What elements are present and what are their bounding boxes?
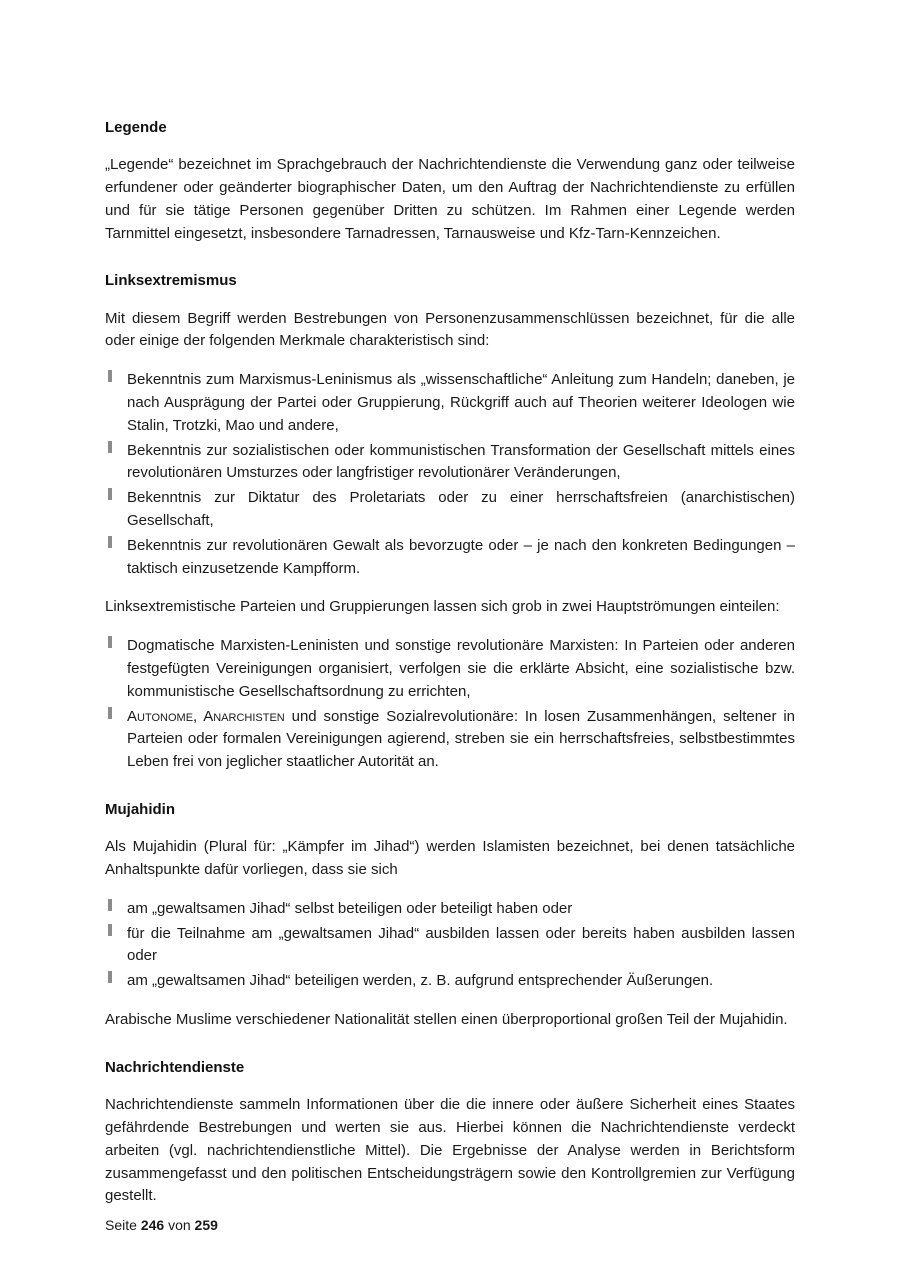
bullet-list-linksextremismus-merkmale — [105, 369, 795, 580]
list-item-text: Bekenntnis zur sozialistischen oder kommunistischen Transformation der Gesellschaft mittels eines revolutionären Umsturzes oder langfristiger revolutionärer Veränderungen, — [127, 441, 795, 482]
list-item-text: Bekenntnis zur Diktatur des Proletariats oder zu einer herrschaftsfreien (anarchistischen) Gesellschaft, — [127, 489, 795, 530]
footer-label-page: Seite — [105, 1217, 137, 1233]
section-heading-legende: Legende — [105, 119, 167, 136]
paragraph-mujahidin-intro: Als Mujahidin (Plural für: „Kämpfer im Jihad“) werden Islamisten bezeichnet, bei denen tatsächliche Anhaltspunkte dafür vorliegen, dass sie sich — [105, 838, 795, 879]
list-item-text: am „gewaltsamen Jihad“ beteiligen werden, z. B. aufgrund entsprechender Äußerungen. — [127, 972, 714, 990]
list-item-text: Bekenntnis zum Marxismus-Leninismus als „wissenschaftliche“ Anleitung zum Handeln; daneben, je nach Ausprägung der Partei oder Gruppierung, Rückgriff auch auf Theorien weiterer Ideologen wie Stalin, Trotzki, Mao und andere, — [127, 371, 795, 434]
list-item — [105, 898, 795, 921]
bullet-marker-icon — [108, 488, 112, 500]
list-item-text: Dogmatische Marxisten-Leninisten und sonstige revolutionäre Marxisten: In Parteien oder anderen festgefügten Vereinigungen organisiert, verfolgen sie die erklärte Absicht, eine sozialistische bzw. kommunistische Gesellschaftsordnung zu errichten, — [127, 637, 795, 700]
bullet-marker-icon — [108, 636, 112, 648]
list-item-text: am „gewaltsamen Jihad“ selbst beteiligen oder beteiligt haben oder — [127, 899, 573, 917]
footer-label-of: von — [168, 1217, 191, 1233]
bullet-marker-icon — [108, 441, 112, 453]
page-footer — [105, 1217, 218, 1233]
bullet-marker-icon — [108, 707, 112, 719]
bullet-marker-icon — [108, 370, 112, 382]
list-item — [105, 487, 795, 533]
list-item-smallcaps-prefix: Autonome, Anarchisten — [127, 707, 285, 725]
list-item — [105, 706, 795, 774]
bullet-marker-icon — [108, 971, 112, 983]
paragraph-legende: „Legende“ bezeichnet im Sprachgebrauch der Nachrichtendienste die Verwendung ganz oder teilweise erfundener oder geänderter biographischer Daten, um den Auftrag der Nachrichtendienste zu erfüllen und für sie tätige Personen gegenüber Dritten zu schützen. Im Rahmen einer Legende werden Tarnmittel eingesetzt, insbesondere Tarnadressen, Tarnausweise und Kfz-Tarn-Kennzeichen. — [105, 156, 795, 242]
section-heading-nachrichtendienste: Nachrichtendienste — [105, 1058, 245, 1076]
list-item-text: für die Teilnahme am „gewaltsamen Jihad“ ausbilden lassen oder bereits haben ausbilden lassen oder — [127, 924, 795, 965]
section-heading-mujahidin: Mujahidin — [105, 801, 175, 819]
paragraph-mujahidin-closing: Arabische Muslime verschiedener Nationalität stellen einen überproportional großen Teil der Mujahidin. — [105, 1011, 788, 1029]
list-item — [105, 970, 795, 993]
paragraph-linksextremismus-intro: Mit diesem Begriff werden Bestrebungen von Personenzusammenschlüssen bezeichnet, für die alle oder einige der folgenden Merkmale charakteristisch sind: — [105, 309, 795, 350]
document-content — [105, 118, 795, 1208]
list-item — [105, 923, 795, 969]
list-item — [105, 635, 795, 703]
list-item — [105, 535, 795, 581]
bullet-list-linksextremismus-stroemungen — [105, 635, 795, 774]
bullet-list-mujahidin — [105, 898, 795, 993]
footer-page-number: 246 — [140, 1217, 165, 1233]
list-item — [105, 369, 795, 437]
bullet-marker-icon — [108, 899, 112, 911]
list-item — [105, 440, 795, 486]
list-item-text: und sonstige Sozialrevolutionäre: In losen Zusammenhängen, seltener in Parteien oder formalen Vereinigungen agierend, streben sie ein herrschaftsfreies, selbstbestimmtes Leben frei von jeglicher staatlicher Autorität an. — [127, 707, 795, 771]
list-item-text: Bekenntnis zur revolutionären Gewalt als bevorzugte oder – je nach den konkreten Bedingungen – taktisch einzusetzende Kampfform. — [127, 536, 795, 577]
bullet-marker-icon — [108, 924, 112, 936]
paragraph-linksextremismus-hauptstroemungen: Linksextremistische Parteien und Gruppierungen lassen sich grob in zwei Hauptströmungen einteilen: — [105, 598, 780, 616]
section-heading-linksextremismus: Linksextremismus — [105, 272, 237, 290]
bullet-marker-icon — [108, 536, 112, 548]
footer-total-pages: 259 — [194, 1217, 218, 1233]
paragraph-nachrichtendienste: Nachrichtendienste sammeln Informationen über die die innere oder äußere Sicherheit eines Staates gefährdende Bestrebungen und werten sie aus. Hierbei können die Nachrichtendienste verdeckt arbeiten (vgl. nachrichtendienstliche Mittel). Die Ergebnisse der Analyse werden in Berichtsform zusammengefasst und den politischen Entscheidungsträgern sowie den Kontrollgremien zur Verfügung gestellt. — [105, 1096, 795, 1205]
